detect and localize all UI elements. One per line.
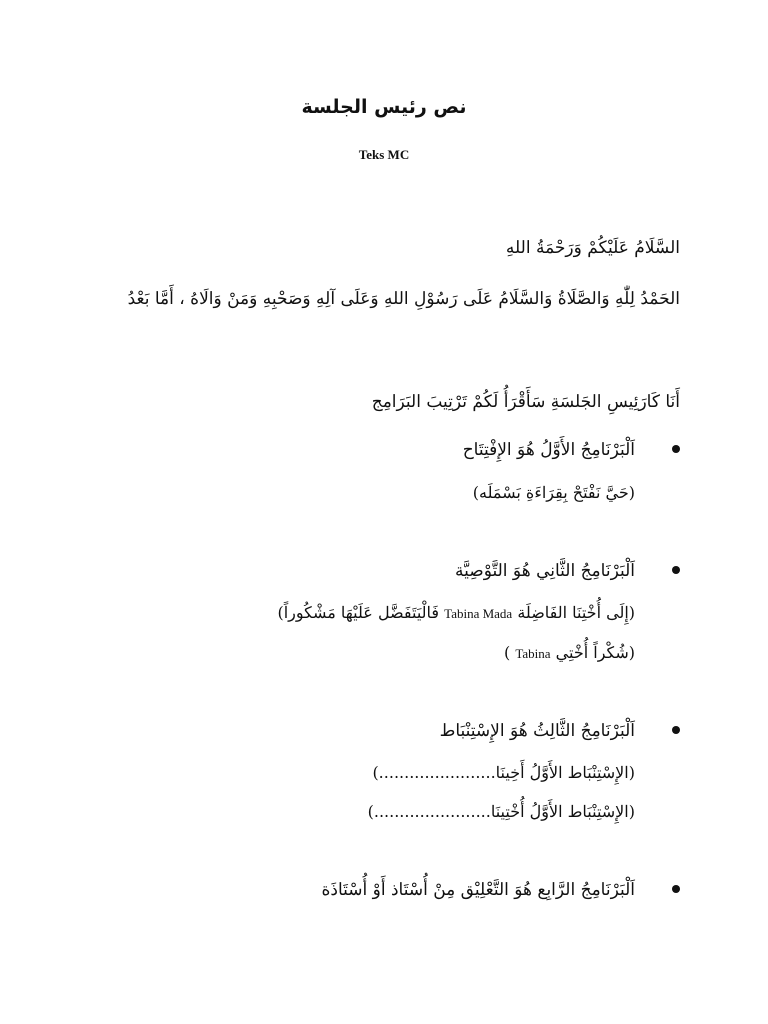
sub-1-name: Tabina Mada: [444, 606, 513, 621]
program-item-2: [80, 558, 680, 584]
bullet-icon: [672, 566, 680, 574]
sub-1-post: فَالْيَتَفَضَّل عَلَيْهَا مَشْكُوراً): [277, 603, 440, 622]
program-item-2-sub-1: [277, 600, 635, 627]
sub-2-name: Tabina: [515, 646, 551, 661]
program-item-2-sub-2: [504, 640, 635, 667]
greeting-line: السَّلَامُ عَلَيْكُمْ وَرَحْمَةُ اللهِ: [505, 238, 680, 258]
program-item-1: [80, 437, 680, 463]
sub-2-pre: (شُكْراً أُخْتِي: [555, 643, 635, 662]
bullet-icon: [672, 726, 680, 734]
sub-2-post: ): [504, 643, 511, 662]
document-subtitle: Teks MC: [358, 147, 410, 162]
program-item-1-text: اَلْبَرْنَامِجُ الأَوَّلُ هُوَ الإِفْتِتَاح: [462, 440, 635, 460]
program-item-1-sub-1: (حَيَّ نَفْتَحْ بِقِرَاءَةِ بَسْمَلَه): [472, 483, 635, 502]
program-item-3-sub-1: (الإِسْتِنْبَاط الأَوَّلُ أَخِينَا.......................): [372, 763, 635, 782]
program-item-3: [80, 718, 680, 744]
intro-line: أَنَا كَارَئِيسِ الجَلسَةِ سَأَقْرَأُ لَكُمْ تَرْتِيبَ البَرَامِج: [371, 392, 680, 412]
program-item-2-text: اَلْبَرْنَامِجُ الثَّانِي هُوَ التَّوْصِيَّة: [455, 561, 635, 581]
sub-1-pre: (إِلَى أُخْتِنَا الفَاضِلَة: [517, 603, 635, 622]
bullet-icon: [672, 445, 680, 453]
program-item-3-sub-2: (الإِسْتِنْبَاط الأَوَّلُ أُخْتِينَا.......................): [367, 802, 635, 821]
bullet-icon: [672, 885, 680, 893]
program-item-4: [80, 877, 680, 903]
document-title: نص رئيس الجلسة: [301, 96, 467, 118]
praise-line: الحَمْدُ لِلّٰهِ وَالصَّلَاةُ وَالسَّلَامُ عَلَى رَسُوْلِ اللهِ وَعَلَى آلِهِ وَصَحْبِهِ وَمَنْ وَالَاهُ ، أَمَّا بَعْدُ: [127, 289, 680, 309]
program-item-4-text: اَلْبَرْنَامِجُ الرَّابِع هُوَ التَّعْلِيْق مِنْ أُسْتَاذ أَوْ أُسْتَاذَة: [321, 880, 635, 900]
program-item-3-text: اَلْبَرْنَامِجُ الثَّالِثُ هُوَ الإِسْتِنْبَاط: [439, 721, 635, 741]
